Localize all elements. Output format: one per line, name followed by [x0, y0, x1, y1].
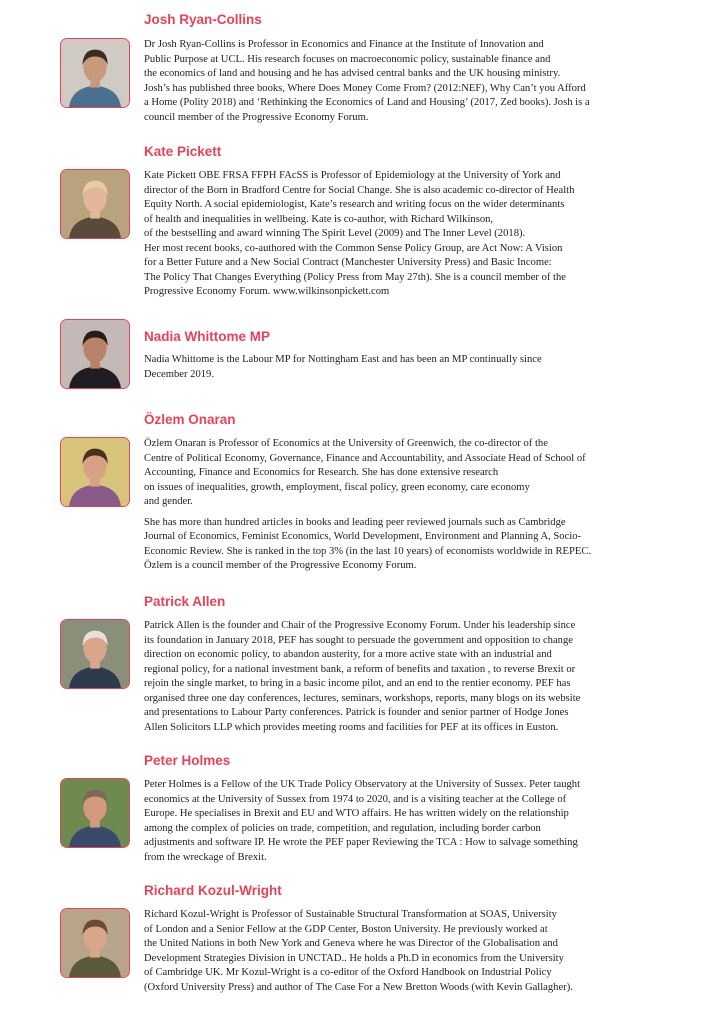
bio-line: Patrick Allen is the founder and Chair of the Progressive Economy Forum. Under his leadership since — [144, 620, 576, 631]
bio-line: the economics of land and housing and he has advised central banks and the UK housing ministry. — [144, 68, 561, 79]
bio-line: director of the Born in Bradford Centre for Social Change. She is also academic co-director of Health — [144, 184, 575, 196]
bio-text — [144, 437, 674, 574]
bio-line: Allen Solicitors LLP which provides meeting rooms and facilities for PEF at its offices in Euston. — [144, 721, 559, 733]
portrait-silhouette — [61, 779, 129, 847]
bio-line: economics at the University of Sussex from 1974 to 2020, and is a visiting teacher at the College of — [144, 793, 567, 805]
bio-line: regional policy, for a national investment bank, a reform of benefits and taxation , to reverse Brexit or — [144, 663, 576, 675]
bio-name: Kate Pickett — [144, 144, 222, 159]
bio-line: Accounting, Finance and Economics for Research. She has done extensive research — [144, 467, 499, 478]
bio-line: of Cambridge UK. Mr Kozul-Wright is a co-editor of the Oxford Handbook on Industrial Policy — [144, 967, 552, 978]
bio-line: Journal of Economics, Feminist Economics, World Development, Environment and Planning A, Socio- — [144, 531, 582, 542]
portrait-photo — [60, 908, 130, 978]
bio-line: the United Nations in both New York and Geneva where he was Director of the Globalisation and — [144, 938, 558, 949]
bio-line: Kate Pickett OBE FRSA FFPH FAcSS is Professor of Epidemiology at the University of York and — [144, 170, 561, 181]
bio-text — [144, 619, 674, 735]
bio-text — [144, 353, 674, 382]
bio-line: of the bestselling and award winning The Spirit Level (2009) and The Inner Level (2018). — [144, 228, 526, 239]
bio-line: and presentations to Labour Party conferences. Patrick is founder and senior partner of Hodge Jones — [144, 707, 569, 718]
bio-line: (Oxford University Press) and author of The Case For a New Bretton Woods (with Kevin Gallagher). — [144, 981, 573, 993]
bio-line: The Policy That Changes Everything (Policy Press from May 27th). She is a council member of the — [144, 271, 567, 283]
bio-line: rejoin the single market, to bring in a basic income pilot, and an end to the rentier economy. PEF has — [144, 678, 571, 689]
bio-line: of health and inequalities in wellbeing. Kate is co-author, with Richard Wilkinson, — [144, 213, 494, 225]
bio-line: on issues of inequalities, growth, employment, fiscal policy, green economy, care economy — [144, 481, 530, 493]
bio-text — [144, 38, 674, 125]
bio-line: December 2019. — [144, 368, 215, 380]
bio-name: Patrick Allen — [144, 594, 226, 609]
portrait-photo — [60, 437, 130, 507]
bio-line: a Home (Polity 2018) and ‘Rethinking the Economics of Land and Housing’ (2017, Zed books). Josh is a — [144, 97, 590, 108]
bio-line: Economic Review. She is ranked in the top 3% (in the last 10 years) of economists worldwide in REPEC. — [144, 545, 592, 557]
bio-line: Özlem is a council member of the Progressive Economy Forum. — [144, 560, 417, 571]
bio-line: Europe. He specialises in Brexit and EU and WTO affairs. He has written widely on the relationship — [144, 808, 569, 819]
bio-line: Equity North. A social epidemiologist, Kate’s research and writing focus on the wider determinants — [144, 199, 565, 210]
bio-line: among the complex of policies on trade, competition, and regulation, including border carbon — [144, 822, 541, 834]
portrait-silhouette — [61, 320, 129, 388]
portrait-photo — [60, 619, 130, 689]
bio-line: Development Strategies Division in UNCTAD.. He holds a Ph.D in economics from the University — [144, 952, 564, 964]
portrait-silhouette — [61, 620, 129, 688]
bio-line: and gender. — [144, 496, 193, 507]
portrait-silhouette — [61, 438, 129, 506]
bio-name: Özlem Onaran — [144, 412, 236, 427]
portrait-photo — [60, 38, 130, 108]
bio-line: organised three one day conferences, lectures, seminars, workshops, reports, many blogs on its website — [144, 692, 581, 704]
portrait-silhouette — [61, 170, 129, 238]
bio-line: Her most recent books, co-authored with the Common Sense Policy Group, are Act Now: A Vision — [144, 242, 563, 254]
bio-line: Nadia Whittome is the Labour MP for Nottingham East and has been an MP continually since — [144, 354, 542, 365]
bio-line: Peter Holmes is a Fellow of the UK Trade Policy Observatory at the University of Sussex. Peter taught — [144, 779, 581, 790]
portrait-photo — [60, 778, 130, 848]
portrait-photo — [60, 319, 130, 389]
bio-name: Nadia Whittome MP — [144, 329, 271, 344]
bio-line: Richard Kozul-Wright is Professor of Sustainable Structural Transformation at SOAS, University — [144, 909, 557, 920]
bio-line: Progressive Economy Forum. www.wilkinsonpickett.com — [144, 286, 390, 297]
portrait-silhouette — [61, 909, 129, 977]
bio-line: its foundation in January 2018, PEF has sought to persuade the government and opposition to change — [144, 634, 573, 646]
bio-line: direction on economic policy, to abandon austerity, for a more active state with an industrial and — [144, 649, 552, 660]
bio-line: Public Purpose at UCL. His research focuses on macroeconomic policy, sustainable finance and — [144, 53, 551, 65]
bio-text — [144, 778, 674, 865]
bio-line: Dr Josh Ryan-Collins is Professor in Economics and Finance at the Institute of Innovation and — [144, 39, 544, 50]
bio-name: Richard Kozul-Wright — [144, 883, 282, 898]
bio-line: adjustments and software IP. He wrote the PEF paper Reviewing the TCA : How to salvage something — [144, 837, 578, 848]
portrait-silhouette — [61, 39, 129, 107]
bio-line: Özlem Onaran is Professor of Economics at the University of Greenwich, the co-director of the — [144, 438, 548, 449]
bio-line: of London and a Senior Fellow at the GDP Center, Boston University. He previously worked at — [144, 923, 548, 935]
portrait-photo — [60, 169, 130, 239]
bio-text — [144, 169, 674, 300]
bio-line: council member of the Progressive Economy Forum. — [144, 111, 369, 123]
bio-line: Centre of Political Economy, Governance, Finance and Accountability, and Associate Head of School of — [144, 452, 586, 464]
bio-name: Josh Ryan-Collins — [144, 12, 262, 27]
bio-line: She has more than hundred articles in books and leading peer reviewed journals such as Cambridge — [144, 516, 566, 528]
bio-line: from the wreckage of Brexit. — [144, 851, 267, 863]
bio-line: Josh’s has published three books, Where Does Money Come From? (2012:NEF), Why Can’t you Afford — [144, 82, 586, 94]
bio-line: for a Better Future and a New Social Contract (Manchester University Press) and Basic Income: — [144, 257, 552, 268]
bio-name: Peter Holmes — [144, 753, 231, 768]
bio-text — [144, 908, 674, 995]
